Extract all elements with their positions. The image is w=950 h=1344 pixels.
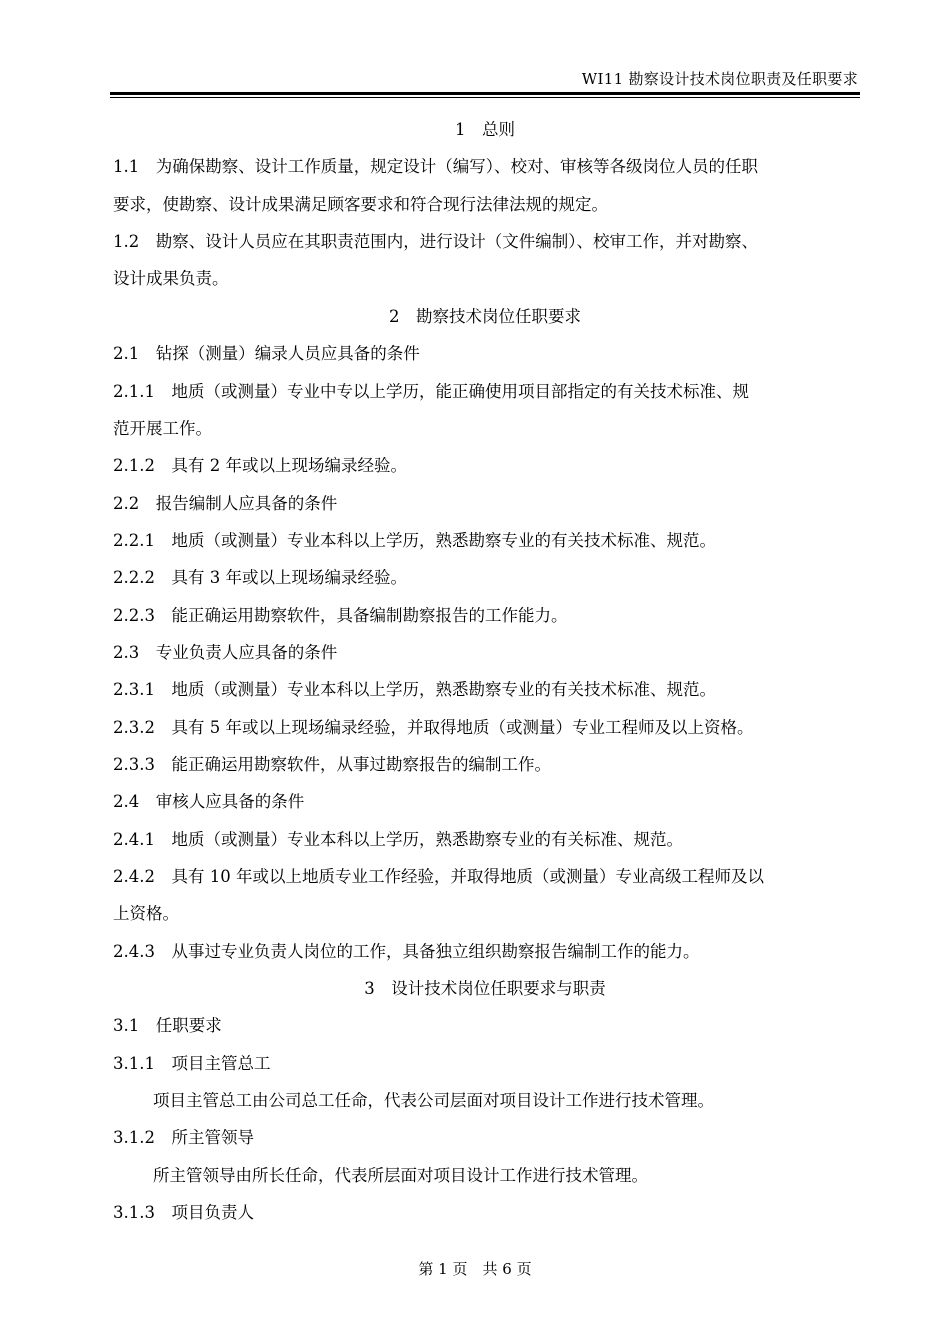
paragraph-line: 2.2.3 能正确运用勘察软件，具备编制勘察报告的工作能力。 [113,606,568,625]
paragraph-line: 1.1 为确保勘察、设计工作质量，规定设计（编写）、校对、审核等各级岗位人员的任职 [113,157,758,176]
paragraph-line: 3.1.3 项目负责人 [113,1203,254,1222]
section-heading-1: 1 总则 [455,120,515,139]
section-heading-3: 3 设计技术岗位任职要求与职责 [364,979,606,998]
paragraph-line: 2.3 专业负责人应具备的条件 [113,643,338,662]
section-heading-2: 2 勘察技术岗位任职要求 [389,307,581,326]
paragraph-line: 2.1 钻探（测量）编录人员应具备的条件 [113,344,420,363]
paragraph-line: 2.4.2 具有 10 年或以上地质专业工作经验，并取得地质（或测量）专业高级工程师及以 [113,867,764,886]
paragraph-line: 3.1 任职要求 [113,1016,222,1035]
paragraph-line: 2.4 审核人应具备的条件 [113,792,305,811]
paragraph-line: 2.4.3 从事过专业负责人岗位的工作，具备独立组织勘察报告编制工作的能力。 [113,942,700,961]
paragraph-line: 2.1.1 地质（或测量）专业中专以上学历，能正确使用项目部指定的有关技术标准、规 [113,382,749,401]
paragraph-line: 2.2.1 地质（或测量）专业本科以上学历，熟悉勘察专业的有关技术标准、规范。 [113,531,716,550]
paragraph-line: 项目主管总工由公司总工任命，代表公司层面对项目设计工作进行技术管理。 [153,1091,714,1110]
paragraph-line: 3.1.1 项目主管总工 [113,1054,271,1073]
paragraph-line: 2.3.3 能正确运用勘察软件，从事过勘察报告的编制工作。 [113,755,551,774]
paragraph-line: 2.1.2 具有 2 年或以上现场编录经验。 [113,456,407,475]
paragraph-line: 3.1.2 所主管领导 [113,1128,254,1147]
paragraph-line: 2.2 报告编制人应具备的条件 [113,494,338,513]
paragraph-line: 范开展工作。 [113,419,212,438]
paragraph-line: 所主管领导由所长任命，代表所层面对项目设计工作进行技术管理。 [153,1166,648,1185]
header-rule-thin [110,97,860,98]
paragraph-line: 1.2 勘察、设计人员应在其职责范围内，进行设计（文件编制）、校审工作，并对勘察、 [113,232,758,251]
paragraph-line: 2.4.1 地质（或测量）专业本科以上学历，熟悉勘察专业的有关标准、规范。 [113,830,683,849]
paragraph-line: 2.3.1 地质（或测量）专业本科以上学历，熟悉勘察专业的有关技术标准、规范。 [113,680,716,699]
paragraph-line: 设计成果负责。 [113,269,229,288]
header-rule-thick [110,92,860,95]
page-number-footer: 第 1 页 共 6 页 [418,1260,532,1278]
paragraph-line: 要求，使勘察、设计成果满足顾客要求和符合现行法律法规的规定。 [113,195,608,214]
paragraph-line: 2.3.2 具有 5 年或以上现场编录经验，并取得地质（或测量）专业工程师及以上资格。 [113,718,754,737]
paragraph-line: 上资格。 [113,904,179,923]
paragraph-line: 2.2.2 具有 3 年或以上现场编录经验。 [113,568,407,587]
header-title: WI11 勘察设计技术岗位职责及任职要求 [581,70,858,88]
